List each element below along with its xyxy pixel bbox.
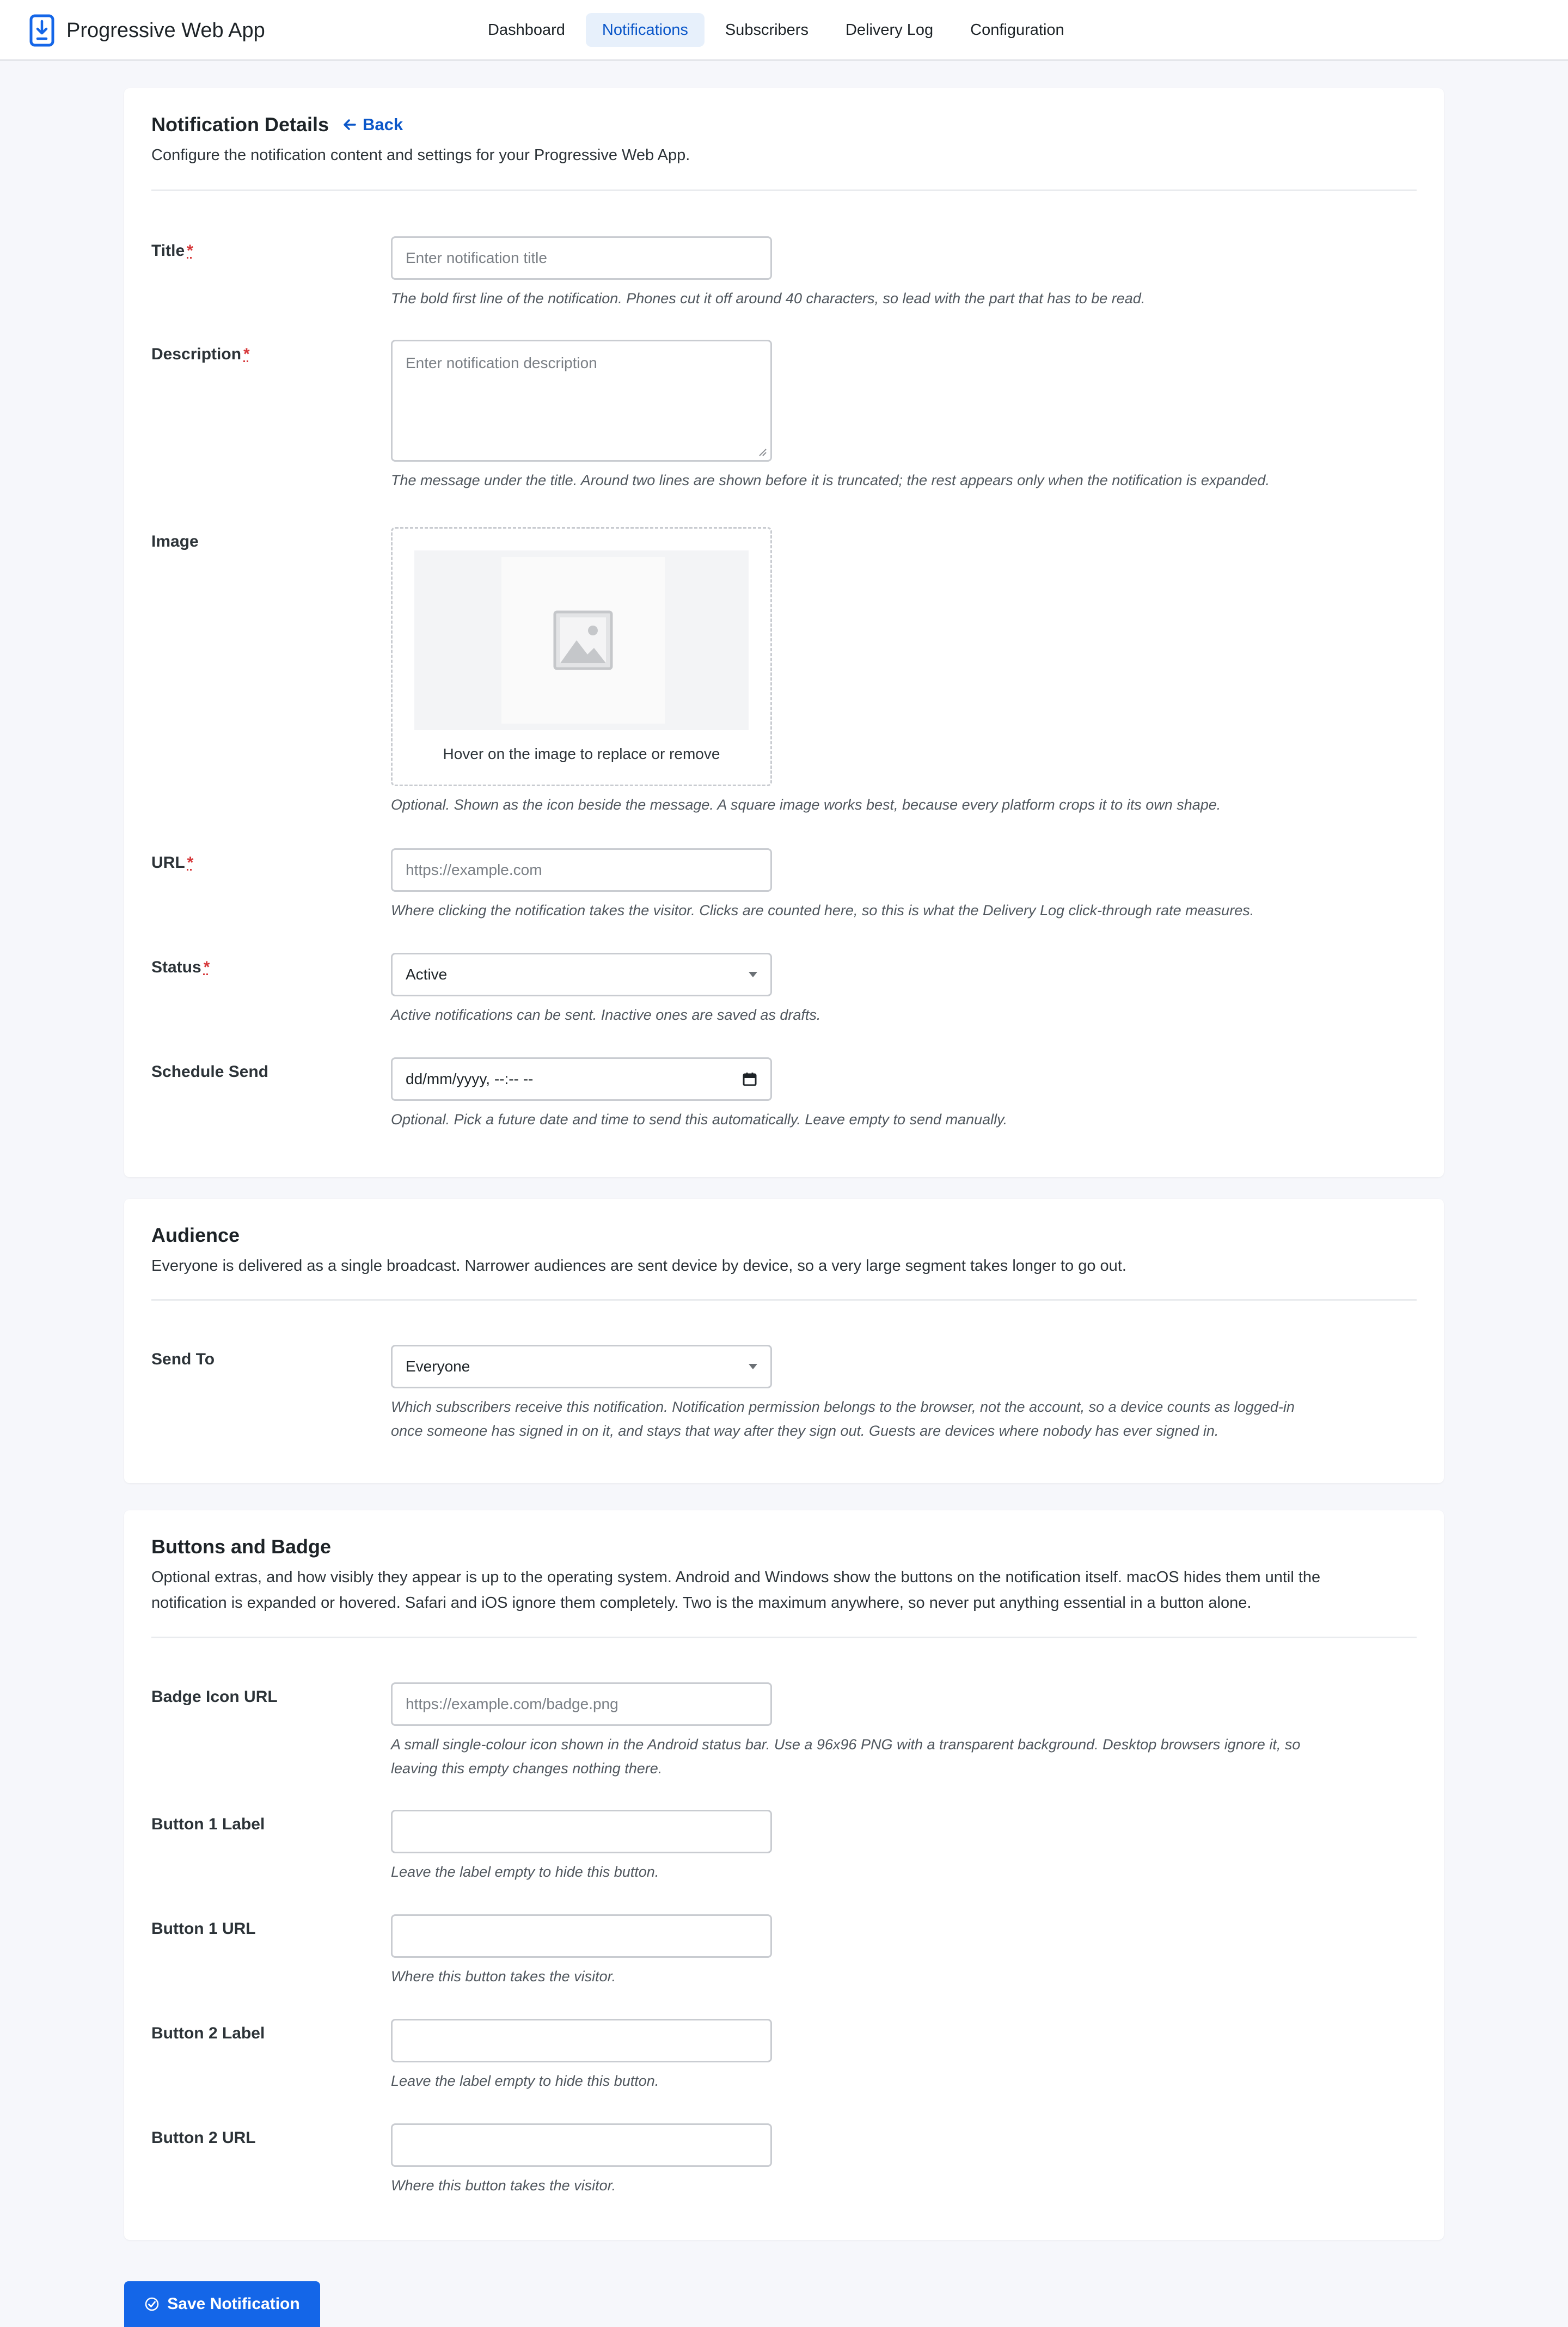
title-help: The bold first line of the notification. Phones cut it off around 40 characters, so lead with the part that has to be read. bbox=[391, 290, 1146, 307]
title-placeholder: Enter notification title bbox=[406, 249, 547, 266]
url-label: URL * bbox=[151, 854, 194, 872]
brand[interactable] bbox=[29, 14, 265, 47]
image-uploader[interactable] bbox=[391, 527, 772, 786]
url-input[interactable] bbox=[391, 848, 772, 892]
required-marker: * bbox=[203, 958, 210, 976]
image-label: Image bbox=[151, 532, 199, 550]
button1-label-label: Button 1 Label bbox=[151, 1815, 265, 1833]
send-to-help: Which subscribers receive this notification. Notification permission belongs to the browser, not the account, so a device counts as logged-in once someone has signed in on it, and stays that way after they sign out. Guests are devices where nobody has ever signed in. bbox=[391, 1399, 1295, 1439]
send-to-select[interactable] bbox=[391, 1345, 772, 1388]
description-label: Description * bbox=[151, 345, 250, 363]
app-download-icon bbox=[29, 14, 54, 47]
app-title: Progressive Web App bbox=[66, 19, 265, 42]
button2-url-help: Where this button takes the visitor. bbox=[391, 2177, 616, 2194]
badge-icon-url-input[interactable] bbox=[391, 1682, 772, 1726]
section-description: Everyone is delivered as a single broadcast. Narrower audiences are sent device by device, so a very large segment takes longer to go out. bbox=[151, 1257, 1126, 1275]
description-textarea[interactable] bbox=[391, 340, 772, 462]
button2-url-input[interactable] bbox=[391, 2123, 772, 2167]
schedule-placeholder: dd/mm/yyyy, --:-- -- bbox=[406, 1070, 534, 1087]
status-value: Active bbox=[406, 966, 448, 983]
audience-card bbox=[124, 1199, 1444, 1483]
image-help: Optional. Shown as the icon beside the message. A square image works best, because every platform crops it to its own shape. bbox=[391, 797, 1221, 813]
send-to-label: Send To bbox=[151, 1350, 215, 1368]
button1-url-input[interactable] bbox=[391, 1914, 772, 1958]
badge-label: Badge Icon URL bbox=[151, 1688, 278, 1706]
top-bar bbox=[0, 0, 1568, 61]
schedule-help: Optional. Pick a future date and time to send this automatically. Leave empty to send manually. bbox=[391, 1111, 1008, 1128]
nav-subscribers[interactable]: Subscribers bbox=[725, 21, 808, 39]
back-link[interactable] bbox=[342, 115, 403, 134]
required-marker: * bbox=[187, 854, 194, 872]
url-placeholder: https://example.com bbox=[406, 861, 542, 878]
divider bbox=[151, 1299, 1417, 1301]
notification-details-card bbox=[124, 88, 1444, 1177]
button2-url-label: Button 2 URL bbox=[151, 2129, 256, 2147]
title-label: Title * bbox=[151, 242, 193, 260]
title-input[interactable] bbox=[391, 236, 772, 280]
required-marker: * bbox=[243, 345, 250, 363]
buttons-badge-card bbox=[124, 1510, 1444, 2240]
image-preview[interactable] bbox=[414, 550, 749, 730]
url-help: Where clicking the notification takes the visitor. Clicks are counted here, so this is what the Delivery Log click-through rate measures. bbox=[391, 902, 1254, 918]
image-placeholder-icon bbox=[553, 610, 614, 671]
check-circle-icon bbox=[144, 2297, 160, 2312]
section-description: Configure the notification content and settings for your Progressive Web App. bbox=[151, 146, 690, 164]
chevron-down-icon bbox=[749, 972, 757, 977]
badge-help: A small single-colour icon shown in the Android status bar. Use a 96x96 PNG with a transparent background. Desktop browsers ignore it, so leaving this empty changes nothing there. bbox=[391, 1736, 1301, 1777]
back-link-label: Back bbox=[363, 115, 403, 134]
button1-label-help: Leave the label empty to hide this button. bbox=[391, 1864, 659, 1880]
status-help: Active notifications can be sent. Inactive ones are saved as drafts. bbox=[391, 1007, 821, 1023]
section-description: Optional extras, and how visibly they appear is up to the operating system. Android and Windows show the buttons on the notification itself. macOS hides them until the notification is expanded or hovered. Safari and iOS ignore them completely. Two is the maximum anywhere, so never put anything essential in a button alone. bbox=[151, 1569, 1321, 1612]
button1-url-help: Where this button takes the visitor. bbox=[391, 1968, 616, 1985]
button1-label-input[interactable] bbox=[391, 1810, 772, 1853]
badge-placeholder: https://example.com/badge.png bbox=[406, 1695, 618, 1712]
status-select[interactable] bbox=[391, 953, 772, 996]
main-nav bbox=[471, 13, 1081, 47]
arrow-left-icon bbox=[342, 117, 357, 132]
button2-label-input[interactable] bbox=[391, 2019, 772, 2062]
resize-grip-icon[interactable] bbox=[758, 448, 767, 457]
calendar-icon[interactable] bbox=[742, 1071, 757, 1087]
status-label: Status * bbox=[151, 958, 210, 976]
section-title: Audience bbox=[151, 1224, 240, 1246]
save-button-label: Save Notification bbox=[167, 2295, 300, 2313]
description-help: The message under the title. Around two lines are shown before it is truncated; the rest appears only when the notification is expanded. bbox=[391, 472, 1270, 488]
section-title: Notification Details bbox=[151, 113, 329, 136]
nav-notifications[interactable]: Notifications bbox=[586, 13, 705, 47]
chevron-down-icon bbox=[749, 1364, 757, 1369]
save-notification-button[interactable] bbox=[124, 2281, 320, 2327]
button2-label-label: Button 2 Label bbox=[151, 2024, 265, 2042]
button2-label-help: Leave the label empty to hide this button. bbox=[391, 2073, 659, 2089]
button1-url-label: Button 1 URL bbox=[151, 1920, 256, 1938]
nav-configuration[interactable]: Configuration bbox=[970, 21, 1064, 39]
section-title: Buttons and Badge bbox=[151, 1535, 331, 1558]
required-marker: * bbox=[187, 242, 193, 260]
send-to-value: Everyone bbox=[406, 1358, 470, 1375]
description-placeholder: Enter notification description bbox=[406, 354, 597, 371]
schedule-label: Schedule Send bbox=[151, 1063, 269, 1081]
nav-dashboard[interactable]: Dashboard bbox=[488, 21, 565, 39]
schedule-datetime-input[interactable] bbox=[391, 1057, 772, 1101]
nav-delivery-log[interactable]: Delivery Log bbox=[845, 21, 934, 39]
divider bbox=[151, 1637, 1417, 1638]
image-hint: Hover on the image to replace or remove bbox=[443, 745, 720, 762]
divider bbox=[151, 189, 1417, 191]
